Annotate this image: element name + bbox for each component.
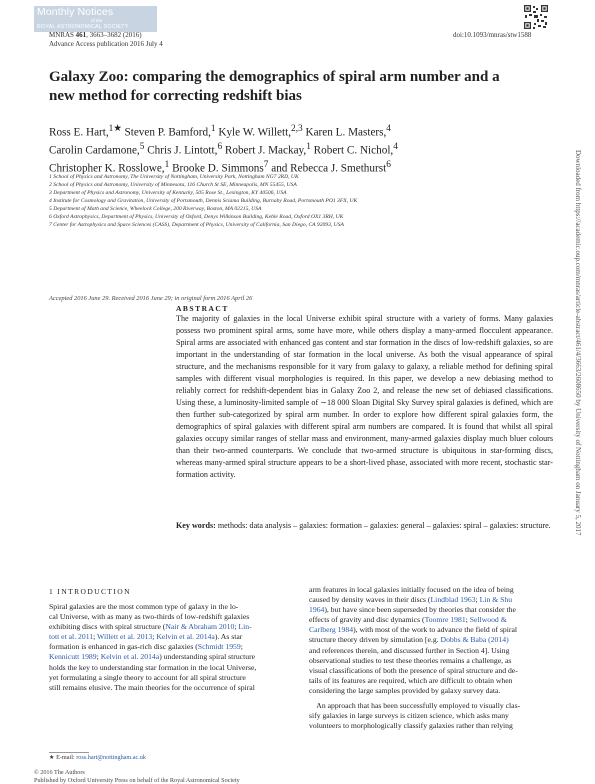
download-note-sidebar [572, 150, 582, 580]
author-line: Christopher K. Rosslowe,$^1$ Brooke D. Simmons$^7$ and Rebecca J. Smethurst$^6$ [49, 158, 529, 176]
copyright-line: Published by Oxford University Press on behalf of the Royal Astronomical Society [34, 777, 240, 784]
accepted-dates: Accepted 2016 June 29. Received 2016 June 29; in original form 2016 April 26 [49, 295, 252, 302]
body-line: Carlberg 1984), with most of the work to advance the field of spiral [309, 625, 549, 635]
keywords-text: methods: data analysis – galaxies: formation – galaxies: general – galaxies: spiral – galaxies: structure. [218, 521, 551, 530]
abstract-body: The majority of galaxies in the local Universe exhibit spiral structure with a variety of forms. Many galaxies possess two prominent spiral arms, some have more, while others display a many-armed flocculent appearance. Spiral arms are associated with enhanced gas content and star formation in the discs of low-redshift galaxies, so are important in the understanding of star formation in the local universe. As both the visual appearance of spiral structure, and the mechanisms responsible for it vary from galaxy to galaxy, a reliable method for defining spiral samples with different visual morphologies is required. In this paper, we develop a new debiasing method to reliably correct for redshift-dependent bias in Galaxy Zoo 2, and release the new set of debiased classifications. Using these, a luminosity-limited sample of ∼18 000 Sloan Digital Sky Survey spiral galaxies is defined, which are then further sub-categorized by spiral arm number. In order to explore how different spiral galaxies form, the demographics of spiral galaxies with different spiral arm numbers are compared. It is found that whilst all spiral galaxies occupy similar ranges of stellar mass and environment, many-armed galaxies display much bluer colours than their two-armed counterparts. We conclude that two-armed structure is ubiquitous in star-forming discs, whereas many-armed spiral structure appears to be a short-lived phase, associated with more recent, stochastic star-formation activity. [176, 313, 553, 481]
paper-title [49, 68, 519, 106]
logo-line-1: Monthly Notices [37, 6, 113, 18]
affiliation: 7 Center for Astrophysics and Space Sciences (CASS), Department of Physics, University of California, San Diego, CA 92093, USA [49, 221, 529, 229]
body-column-left [49, 602, 289, 693]
footnote-rule [49, 752, 89, 753]
body-line: still remains elusive. The main theories for the occurrence of spiral [49, 683, 289, 693]
author-list [49, 122, 529, 177]
affiliation: 3 Department of Physics and Astronomy, University of Kentucky, 505 Rose St., Lexington, KY 40506, USA [49, 189, 529, 197]
body-line: arm features in local galaxies initially focused on the idea of being [309, 585, 549, 595]
download-note: Downloaded from https://academic.oup.com/mnras/article-abstract/461/4/3663/2608650 by University of Nottingham on January 5, 2017 [574, 150, 582, 536]
affiliation: 1 School of Physics and Astronomy, The University of Nottingham, University Park, Nottingham NG7 2RD, UK [49, 173, 529, 181]
body-line: exhibiting discs with spiral structure (Nair & Abraham 2010; Lin- [49, 622, 289, 632]
body-line: tott et al. 2011; Willett et al. 2013; Kelvin et al. 2014a). As star [49, 632, 289, 642]
body-line: formation is enhanced in gas-rich disc galaxies (Schmidt 1959; [49, 642, 289, 652]
footnote [49, 754, 146, 761]
body-line: structure theory driven by simulation [e.g. Dobbs & Baba (2014) [309, 635, 549, 645]
journal-logo [34, 6, 157, 32]
title-line: Galaxy Zoo: comparing the demographics of spiral arm number and a [49, 68, 519, 87]
body-line: volunteers to morphologically classify galaxies rather than relying [309, 721, 549, 731]
qr-code-icon [523, 4, 549, 30]
body-line: observational studies to test these theories remains a challenge, as [309, 656, 549, 666]
doi: doi:10.1093/mnras/stw1588 [453, 31, 531, 39]
author-line: Ross E. Hart,$^{1★}$ Steven P. Bamford,$^1$ Kyle W. Willett,$^{2,3}$ Karen L. Masters,$^4$ [49, 122, 529, 140]
author-email-link[interactable]: ross.hart@nottingham.ac.uk [76, 754, 146, 761]
body-line: Kennicutt 1989; Kelvin et al. 2014a) understanding spiral structure [49, 652, 289, 662]
body-line: and references therein, and discussed further in Section 4]. Using [309, 646, 549, 656]
body-line: visual classifications of both the presence of spiral structure and de- [309, 666, 549, 676]
citation-rest: , 3663–3682 (2016) [86, 31, 141, 39]
author-line: Carolin Cardamone,$^5$ Chris J. Lintott,$^6$ Robert J. Mackay,$^1$ Robert C. Nichol,$^4$ [49, 140, 529, 158]
affiliation: 4 Institute for Cosmology and Gravitation, University of Portsmouth, Dennis Sciama Building, Burnaby Road, Portsmouth PO1 3FX, UK [49, 197, 529, 205]
keywords [176, 520, 553, 532]
affiliation: 5 Department of Math and Science, Wheelock College, 200 Riverway, Boston, MA 02215, USA [49, 205, 529, 213]
body-line: considering the large samples provided by galaxy survey data. [309, 686, 549, 696]
abstract-heading: ABSTRACT [176, 304, 229, 313]
title-line: new method for correcting redshift bias [49, 87, 519, 106]
body-line: effects of gravity and disc dynamics (Toomre 1981; Sellwood & [309, 615, 549, 625]
citation-volume: 461 [76, 31, 87, 39]
footnote-prefix: ★ E-mail: [49, 754, 76, 761]
body-line: sify galaxies in large surveys is citizen science, which asks many [309, 711, 549, 721]
body-line: yet formulating a single theory to account for all spiral structure [49, 673, 289, 683]
citation-line [49, 31, 142, 39]
affiliations [49, 173, 529, 229]
affiliation: 2 School of Physics and Astronomy, University of Minnesota, 116 Church St SE, Minneapolis, MN 55455, USA [49, 181, 529, 189]
affiliation: 6 Oxford Astrophysics, Department of Physics, University of Oxford, Denys Wilkinson Building, Keble Road, Oxford OX1 3RH, UK [49, 213, 529, 221]
keywords-label: Key words: [176, 521, 216, 530]
copyright-line: © 2016 The Authors [34, 769, 240, 777]
section-heading-introduction: 1 INTRODUCTION [49, 587, 131, 596]
body-line: caused by density waves in their discs (Lindblad 1963; Lin & Shu [309, 595, 549, 605]
logo-line-3: ROYAL ASTRONOMICAL SOCIETY [37, 24, 129, 30]
advance-access: Advance Access publication 2016 July 4 [49, 40, 163, 48]
body-column-right [309, 585, 549, 731]
body-line: cal Universe, with as many as two-thirds of low-redshift galaxies [49, 612, 289, 622]
body-line: 1964), but have since been superseded by theories that consider the [309, 605, 549, 615]
logo-line-2: of the [91, 18, 102, 23]
body-line: Spiral galaxies are the most common type of galaxy in the lo- [49, 602, 289, 612]
body-line: tails of its features are required, which are difficult to obtain when [309, 676, 549, 686]
citation-prefix: MNRAS [49, 31, 76, 39]
body-line: holds the key to understanding star formation in the local Universe, [49, 663, 289, 673]
body-line: An approach that has been successfully employed to visually clas- [309, 701, 549, 711]
